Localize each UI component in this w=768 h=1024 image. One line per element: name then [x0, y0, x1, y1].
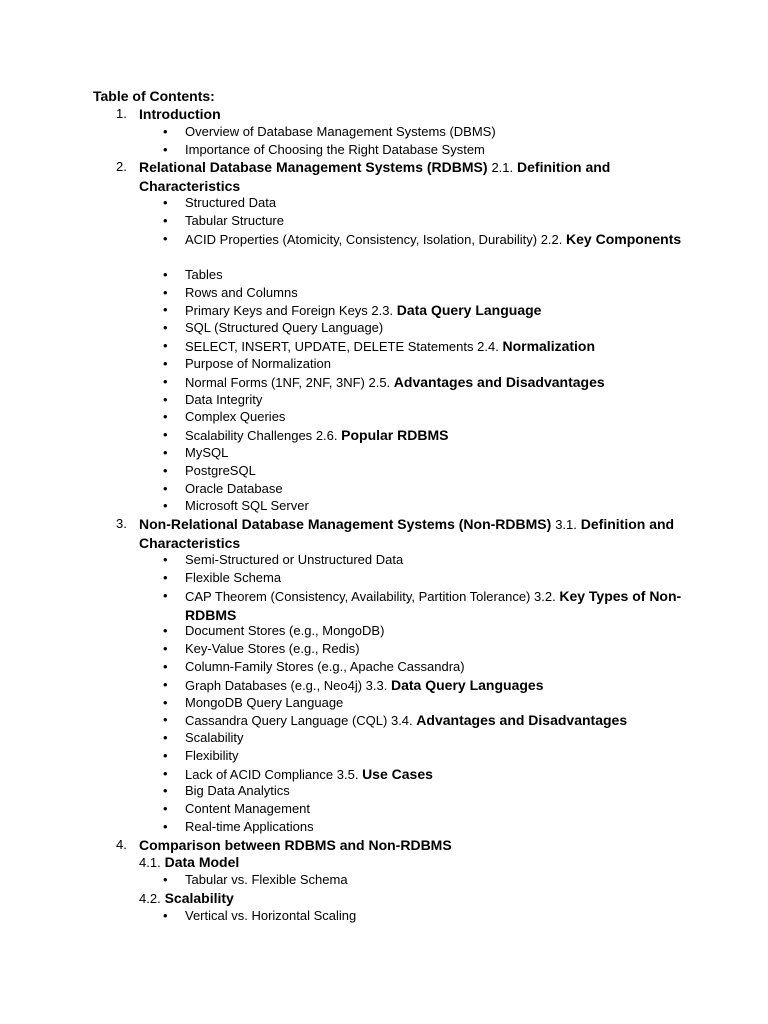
bullet-icon: •: [163, 498, 168, 513]
section-heading: Non-Relational Database Management Systems (Non-RDBMS) 3.1. Definition and Characteristics: [139, 516, 675, 551]
bullet-icon: •: [163, 766, 168, 781]
bullet-icon: •: [163, 231, 168, 246]
section-heading: Introduction: [139, 106, 221, 122]
bullet-icon: •: [163, 356, 168, 371]
bullet-icon: •: [163, 302, 168, 317]
bullet-icon: •: [163, 445, 168, 460]
bullet-icon: •: [163, 285, 168, 300]
bullet-icon: •: [163, 195, 168, 210]
bullet-icon: •: [163, 659, 168, 674]
bullet-icon: •: [163, 588, 168, 603]
bullet-icon: •: [163, 124, 168, 139]
bullet-icon: •: [163, 641, 168, 656]
bullet-icon: •: [163, 908, 168, 923]
bullet-icon: •: [163, 695, 168, 710]
bullet-icon: •: [163, 730, 168, 745]
section-number: 4.: [116, 837, 127, 852]
bullet-icon: •: [163, 392, 168, 407]
bullet-icon: •: [163, 819, 168, 834]
section-heading: Comparison between RDBMS and Non-RDBMS: [139, 837, 452, 853]
bullet-icon: •: [163, 570, 168, 585]
bullet-icon: •: [163, 320, 168, 335]
bullet-icon: •: [163, 748, 168, 763]
section-number: 2.: [116, 159, 127, 174]
bullet-icon: •: [163, 409, 168, 424]
document-page: Table of Contents: 1. Introduction • Overview of Database Management Systems (DBMS) • Importance of Choosing the Right Database System 2. Relational Database Management Systems (RDBMS) 2.1. Definition and Characteristics • Structured Data • Tabular Structure • ACID Properties (Atomicity, Consistency, Isolation, Durability) 2.2. Key Components • Tables • Rows and Columns • Primary Keys and Foreign Keys 2.3. Data Query Language • SQL (Structured Query Language) • SELECT, INSERT, UPDATE, DELETE Statements 2.4. Normalization • Purpose of Normalization • Normal Forms (1NF, 2NF, 3NF) 2.5. Advantages and Disadvantages • Data Integrity • Complex Queries • Scalability Challenges 2.6. Popular RDBMS • MySQL • PostgreSQL • Oracle Database • Microsoft SQL Server 3. Non-Relational Database Management Systems (Non-RDBMS) 3.1. Definition and Characteristics • Semi-Structured or Unstructured Data • Flexible Schema • CAP Theorem (Consistency, Availability, Partition Tolerance) 3.2. Key Types of Non-RDBMS • Document Stores (e.g., MongoDB) • Key-Value Stores (e.g., Redis) • Column-Family Stores (e.g., Apache Cassandra) • Graph Databases (e.g., Neo4j) 3.3. Data Query Languages • MongoDB Query Language • Cassandra Query Language (CQL) 3.4. Advantages and Disadvantages • Scalability • Flexibility • Lack of ACID Compliance 3.5. Use Cases • Big Data Analytics • Content Management • Real-time Applications 4. Comparison between RDBMS and Non-RDBMS 4.1. Data Model • Tabular vs. Flexible Schema 4.2. Scalability • Vertical vs. Horizontal Scaling: [0, 0, 768, 1024]
bullet-icon: •: [163, 338, 168, 353]
bullet-icon: •: [163, 463, 168, 478]
toc-title: Table of Contents:: [93, 88, 215, 104]
bullet-icon: •: [163, 783, 168, 798]
bullet-icon: •: [163, 427, 168, 442]
bullet-icon: •: [163, 677, 168, 692]
bullet-icon: •: [163, 712, 168, 727]
subsection-heading: 4.1. Data Model: [139, 854, 240, 870]
bullet-icon: •: [163, 552, 168, 567]
section-heading: Relational Database Management Systems (RDBMS) 2.1. Definition and Characteristics: [139, 159, 611, 194]
bullet-icon: •: [163, 623, 168, 638]
section-number: 1.: [116, 106, 127, 121]
bullet-icon: •: [163, 142, 168, 157]
bullet-icon: •: [163, 481, 168, 496]
bullet-icon: •: [163, 267, 168, 282]
bullet-icon: •: [163, 801, 168, 816]
subsection-heading: 4.2. Scalability: [139, 890, 234, 906]
bullet-icon: •: [163, 872, 168, 887]
section-number: 3.: [116, 516, 127, 531]
bullet-icon: •: [163, 213, 168, 228]
bullet-icon: •: [163, 374, 168, 389]
